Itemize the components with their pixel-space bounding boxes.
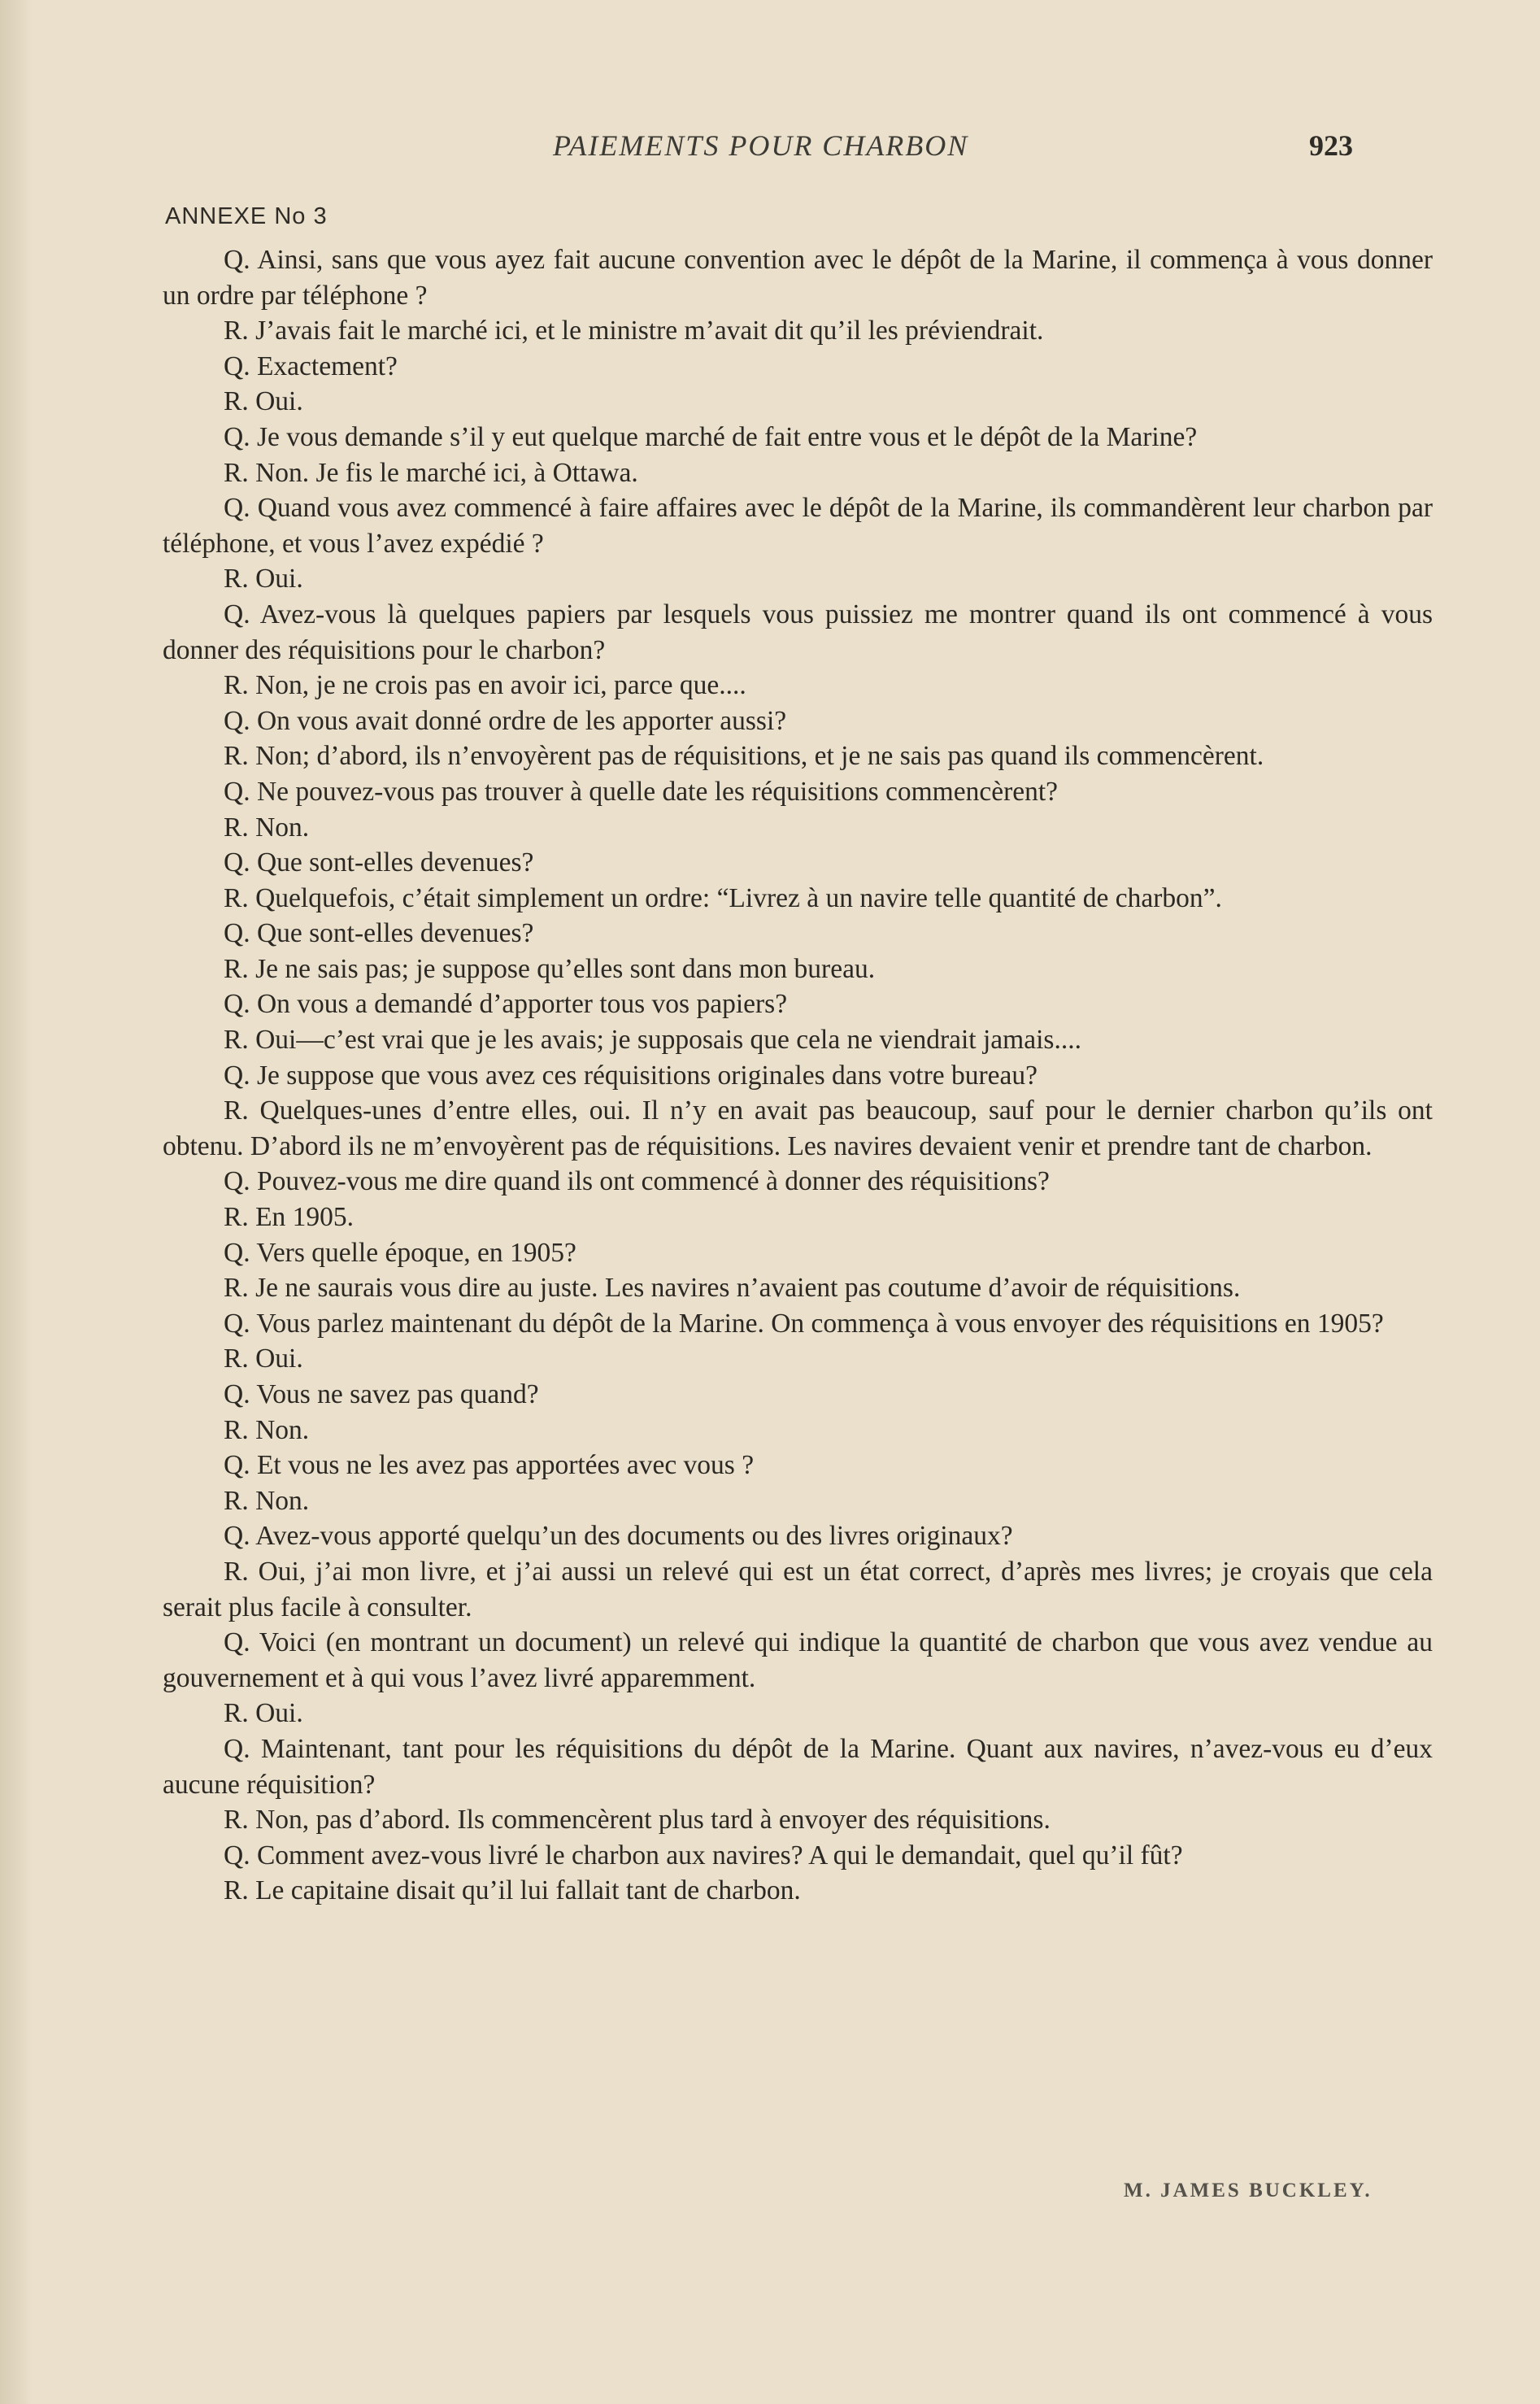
testimony-body <box>163 242 1433 1909</box>
paragraph: R. Oui. <box>224 1698 303 1729</box>
paragraph: R. Je ne sais pas; je suppose qu’elles sont dans mon bureau. <box>224 953 876 984</box>
paragraph: Q. Quand vous avez commencé à faire affaires avec le dépôt de la Marine, ils commandèrent leur charbon par téléphone, et vous l’avez expédié ? <box>163 493 1433 559</box>
paragraph: Q. Je vous demande s’il y eut quelque marché de fait entre vous et le dépôt de la Marine? <box>224 421 1198 452</box>
paragraph: R. Non; d’abord, ils n’envoyèrent pas de réquisitions, et je ne sais pas quand ils commencèrent. <box>224 741 1264 772</box>
paragraph: Q. Avez-vous là quelques papiers par lesquels vous puissiez me montrer quand ils ont commencé à vous donner des réquisitions pour le charbon? <box>163 599 1433 665</box>
paragraph: R. Je ne saurais vous dire au juste. Les navires n’avaient pas coutume d’avoir de réquisitions. <box>224 1273 1241 1304</box>
paragraph: R. Quelques-unes d’entre elles, oui. Il n’y en avait pas beaucoup, sauf pour le dernier charbon qu’ils ont obtenu. D’abord ils ne m’envoyèrent pas de réquisitions. Les navires devaient venir et prendre tant de charbon. <box>163 1095 1433 1161</box>
paragraph: R. Non, je ne crois pas en avoir ici, parce que.... <box>224 670 746 701</box>
paragraph: Q. Maintenant, tant pour les réquisitions du dépôt de la Marine. Quant aux navires, n’avez-vous eu d’eux aucune réquisition? <box>163 1733 1433 1800</box>
paragraph: R. Le capitaine disait qu’il lui fallait tant de charbon. <box>224 1875 801 1906</box>
paragraph: R. Oui, j’ai mon livre, et j’ai aussi un relevé qui est un état correct, d’après mes livres; je croyais que cela serait plus facile à consulter. <box>163 1556 1433 1622</box>
paragraph: Q. Que sont-elles devenues? <box>224 918 534 949</box>
paragraph: Q. Pouvez-vous me dire quand ils ont commencé à donner des réquisitions? <box>224 1166 1050 1197</box>
paragraph: Q. Et vous ne les avez pas apportées avec vous ? <box>224 1450 755 1481</box>
annex-label: ANNEXE No 3 <box>165 203 328 229</box>
paragraph: Q. Comment avez-vous livré le charbon aux navires? A qui le demandait, quel qu’il fût? <box>224 1840 1183 1871</box>
paragraph: R. Oui. <box>224 564 303 594</box>
paragraph: R. Non. <box>224 1485 310 1516</box>
paragraph: Q. Ne pouvez-vous pas trouver à quelle date les réquisitions commencèrent? <box>224 776 1059 807</box>
paragraph: R. Non. Je fis le marché ici, à Ottawa. <box>224 457 638 488</box>
paragraph: R. Non. <box>224 812 310 843</box>
running-title: PAIEMENTS POUR CHARBON <box>553 129 969 162</box>
paragraph: Q. Je suppose que vous avez ces réquisitions originales dans votre bureau? <box>224 1060 1038 1091</box>
paragraph: Q. On vous avait donné ordre de les apporter aussi? <box>224 705 787 736</box>
paragraph: Q. Vous ne savez pas quand? <box>224 1379 539 1409</box>
witness-signature: M. JAMES BUCKLEY. <box>1124 2180 1373 2201</box>
paragraph: Q. Voici (en montrant un document) un relevé qui indique la quantité de charbon que vous avez vendue au gouvernement et à qui vous l’avez livré apparemment. <box>163 1627 1433 1693</box>
paragraph: Q. Vers quelle époque, en 1905? <box>224 1237 576 1268</box>
running-header <box>0 128 1540 169</box>
page-number: 923 <box>1309 129 1353 162</box>
page-binding-shadow <box>0 0 33 2404</box>
paragraph: R. Oui—c’est vrai que je les avais; je supposais que cela ne viendrait jamais.... <box>224 1025 1081 1056</box>
paragraph: R. Oui. <box>224 386 303 417</box>
paragraph: R. Non, pas d’abord. Ils commencèrent plus tard à envoyer des réquisitions. <box>224 1805 1051 1836</box>
paragraph: Q. Avez-vous apporté quelqu’un des documents ou des livres originaux? <box>224 1521 1013 1552</box>
paragraph: R. Oui. <box>224 1344 303 1374</box>
paragraph: R. Non. <box>224 1414 310 1445</box>
paragraph: Q. Exactement? <box>224 351 398 381</box>
paragraph: Q. On vous a demandé d’apporter tous vos papiers? <box>224 989 788 1020</box>
paragraph: R. J’avais fait le marché ici, et le ministre m’avait dit qu’il les préviendrait. <box>224 316 1044 346</box>
paragraph: Q. Vous parlez maintenant du dépôt de la Marine. On commença à vous envoyer des réquisitions en 1905? <box>224 1308 1384 1339</box>
paragraph: Q. Que sont-elles devenues? <box>224 847 534 878</box>
paragraph: R. En 1905. <box>224 1202 355 1233</box>
paragraph: R. Quelquefois, c’était simplement un ordre: “Livrez à un navire telle quantité de charbon”. <box>224 882 1222 913</box>
paragraph: Q. Ainsi, sans que vous ayez fait aucune convention avec le dépôt de la Marine, il commença à vous donner un ordre par téléphone ? <box>163 245 1433 311</box>
